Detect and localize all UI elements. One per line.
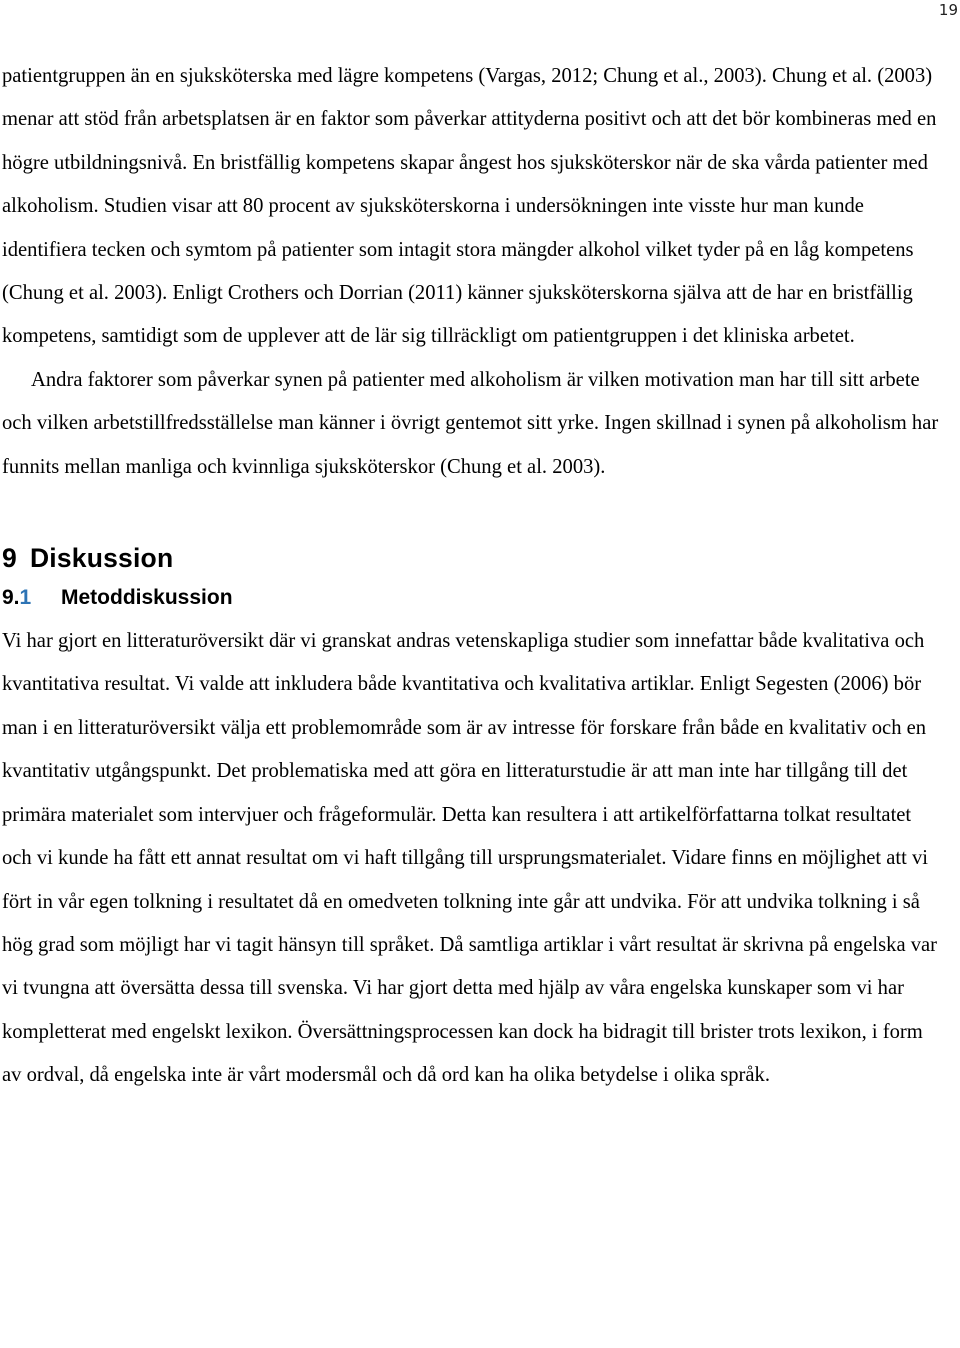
page-number: 19 [938,1,958,19]
body-paragraph-3: Vi har gjort en litteraturöversikt där vi granskat andras vetenskapliga studier som innefattar både kvalitativa och kvantitativa resultat. Vi valde att inkludera både kvantitativa och kvalitativa artiklar. Enligt Segesten (2006) bör man i en litteraturöversikt välja ett problemområde som är av intresse för forskare från både en kvalitativ och en kvantitativ utgångspunkt. Det problematiska med att göra en litteraturstudie är att man inte har tillgång till det primära materialet som intervjuer och frågeformulär. Detta kan resultera i att artikelförfattarna tolkat resultatet och vi kunde ha fått ett annat resultat om vi haft tillgång till ursprungsmaterialet. Vidare finns en möjlighet att vi fört in vår egen tolkning i resultatet då en omedveten tolkning inte går att undvika. För att undvika tolkning i så hög grad som möjligt har vi tagit hänsyn till språket. Då samtliga artiklar i vårt resultat är skrivna på engelska var vi tvungna att översätta dessa till svenska. Vi har gjort detta med hjälp av våra engelska kunskaper som vi har kompletterat med engelskt lexikon. Översättningsprocessen kan dock ha bidragit till brister trots lexikon, i form av ordval, då engelska inte är vårt modersmål och då ord kan ha olika betydelse i olika språk. [2,630,938,1087]
body-paragraph-2: Andra faktorer som påverkar synen på patienter med alkoholism är vilken motivation man har till sitt arbete och vilken arbetstillfredsställelse man känner i övrigt gentemot sitt yrke. Ingen skillnad i synen på alkoholism har funnits mellan manliga och kvinnliga sjuksköterskor (Chung et al. 2003). [2,368,939,478]
subsection-number: 9.1 [2,586,32,610]
body-paragraph-1: patientgruppen än en sjuksköterska med lägre kompetens (Vargas, 2012; Chung et al., 2003). Chung et al. (2003) menar att stöd från arbetsplatsen är en faktor som påverkar attityderna positivt och att det bör kombineras med en högre utbildningsnivå. En bristfällig kompetens skapar ångest hos sjuksköterskor när de ska vårda patienter med alkoholism. Studien visar att 80 procent av sjuksköterskorna i undersökningen inte visste hur man kunde identifiera tecken och symtom på patienter som intagit stora mängder alkohol vilket tyder på en låg kompetens (Chung et al. 2003). Enligt Crothers och Dorrian (2011) känner sjuksköterskorna själva att de har en bristfällig kompetens, samtidigt som de upplever att de lär sig tillräckligt om patientgruppen i det kliniska arbetet. [2,65,937,348]
subsection-title: Metoddiskussion [61,586,233,610]
document-body [2,55,942,1098]
section-title: Diskussion [29,543,174,574]
section-heading-diskussion [2,532,942,576]
section-number: 9 [2,543,17,574]
subsection-heading-metoddiskussion [2,576,942,620]
